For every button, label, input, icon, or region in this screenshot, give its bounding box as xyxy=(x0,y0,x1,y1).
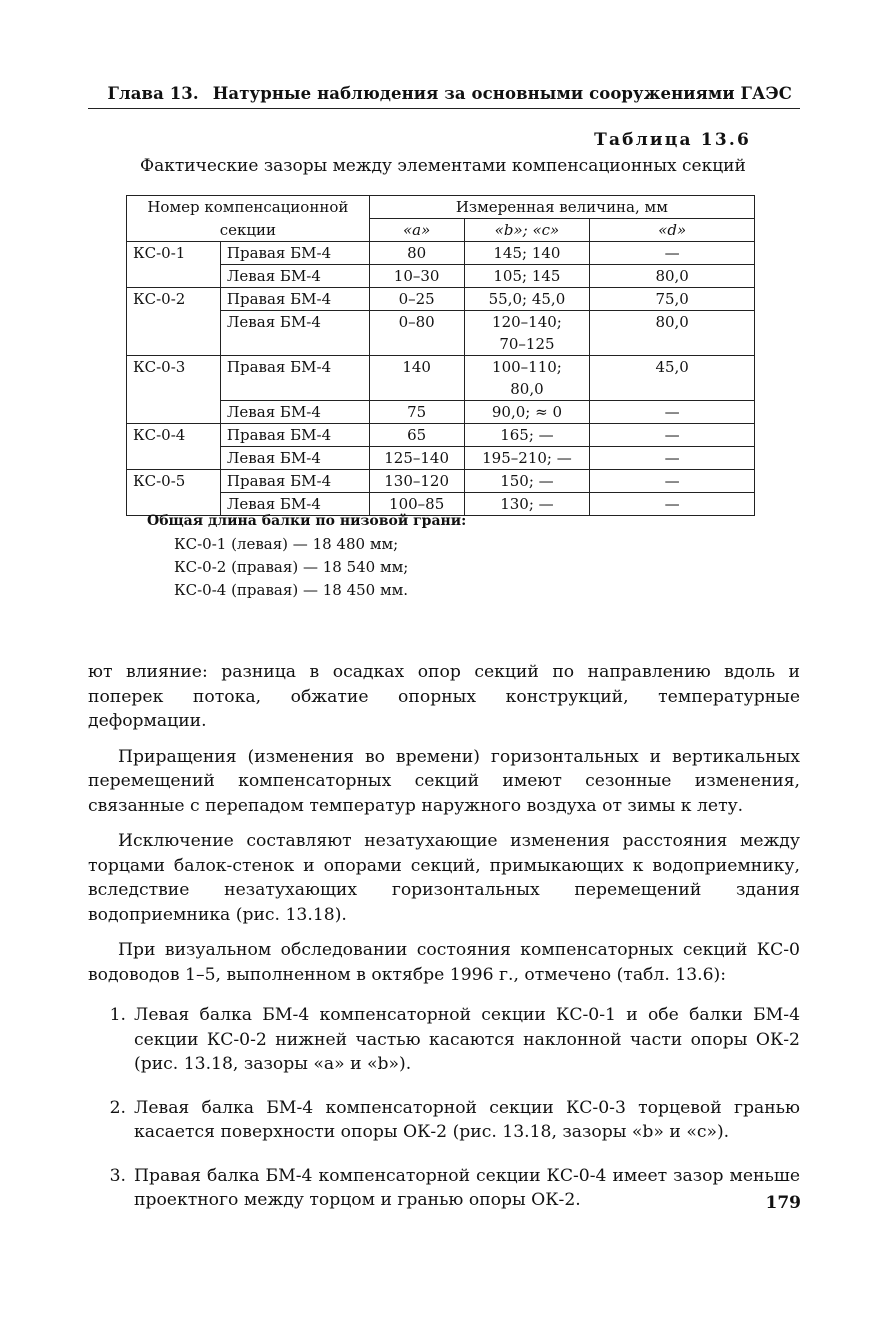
value-bc xyxy=(464,356,590,401)
value-bc xyxy=(464,311,590,356)
beam-cell: Левая БМ-4 xyxy=(220,265,369,288)
value-bc: 55,0; 45,0 xyxy=(464,288,590,311)
numbered-list xyxy=(88,1003,800,1213)
header-measured: Измеренная величина, мм xyxy=(369,196,754,219)
value-a: 0–80 xyxy=(369,311,464,356)
chapter-title: Натурные наблюдения за основными сооружениями ГАЭС xyxy=(212,84,792,103)
section-cell: КС-0-1 xyxy=(127,242,221,265)
value-d: 80,0 xyxy=(590,265,755,288)
header-section: Номер компенсационной xyxy=(127,196,370,219)
beam-cell: Левая БМ-4 xyxy=(220,311,369,356)
beam-cell: Правая БМ-4 xyxy=(220,470,369,493)
table-header-row xyxy=(127,196,755,219)
beam-cell: Правая БМ-4 xyxy=(220,288,369,311)
section-cell: КС-0-3 xyxy=(127,356,221,401)
table-label: Таблица 13.6 xyxy=(594,130,751,150)
value-a: 75 xyxy=(369,401,464,424)
value-a: 10–30 xyxy=(369,265,464,288)
beam-cell: Правая БМ-4 xyxy=(220,356,369,401)
value-d: — xyxy=(590,242,755,265)
value-d: — xyxy=(590,447,755,470)
value-a: 100–85 xyxy=(369,493,464,516)
beam-cell: Левая БМ-4 xyxy=(220,401,369,424)
chapter-number: Глава 13. xyxy=(107,84,199,103)
value-bc: 90,0; ≈ 0 xyxy=(464,401,590,424)
header-col-bc: «b»; «c» xyxy=(464,219,590,242)
value-bc: 195–210; — xyxy=(464,447,590,470)
notes-heading: Общая длина балки по низовой грани: xyxy=(147,513,467,529)
value-a: 80 xyxy=(369,242,464,265)
gaps-table xyxy=(126,195,755,516)
list-item xyxy=(88,1003,800,1077)
table-notes xyxy=(147,510,466,602)
table-row xyxy=(127,356,755,401)
running-header xyxy=(88,84,800,109)
value-bc: 105; 145 xyxy=(464,265,590,288)
value-d: — xyxy=(590,424,755,447)
section-cell xyxy=(127,265,221,288)
value-bc: 150; — xyxy=(464,470,590,493)
table-row xyxy=(127,424,755,447)
paragraph: Приращения (изменения во времени) горизонтальных и вертикальных перемещений компенсаторных секций имеют сезонные изменения, связанные с перепадом температур наружного воздуха от зимы к лету. xyxy=(88,746,800,816)
value-d: — xyxy=(590,401,755,424)
list-number: 2. xyxy=(109,1097,126,1118)
value-d: 75,0 xyxy=(590,288,755,311)
note-item: КС-0-4 (правая) — 18 450 мм. xyxy=(174,581,409,599)
value-a: 130–120 xyxy=(369,470,464,493)
list-text: Левая балка БМ-4 компенсаторной секции КС-0-3 торцевой гранью касается поверхности опоры ОК-2 (рис. 13.18, зазоры «b» и «c»). xyxy=(134,1097,800,1142)
table-row xyxy=(127,242,755,265)
table-row xyxy=(127,311,755,356)
table-row xyxy=(127,401,755,424)
paragraph: ют влияние: разница в осадках опор секций по направлению вдоль и поперек потока, обжатие опорных конструкций, температурные деформации. xyxy=(88,662,800,731)
table-row xyxy=(127,470,755,493)
value-d: — xyxy=(590,470,755,493)
table-row xyxy=(127,447,755,470)
list-item xyxy=(88,1164,800,1213)
page-number: 179 xyxy=(765,1193,801,1213)
table-header-row xyxy=(127,219,755,242)
value-d: 45,0 xyxy=(590,356,755,401)
value-a: 65 xyxy=(369,424,464,447)
value-bc-line1: 100–110; xyxy=(492,358,562,376)
table-caption: Фактические зазоры между элементами компенсационных секций xyxy=(140,156,746,176)
value-a: 140 xyxy=(369,356,464,401)
list-text: Левая балка БМ-4 компенсаторной секции КС-0-1 и обе балки БМ-4 секции КС-0-2 нижней частью касаются наклонной части опоры ОК-2 (рис. 13.18, зазоры «a» и «b»). xyxy=(134,1005,800,1074)
value-a: 0–25 xyxy=(369,288,464,311)
paragraph: Исключение составляют незатухающие изменения расстояния между торцами балок-стенок и опорами секций, примыкающих к водоприемнику, вследствие незатухающих горизонтальных перемещений здания водоприемника (рис. 13.18). xyxy=(88,831,800,925)
section-cell xyxy=(127,311,221,356)
section-cell xyxy=(127,401,221,424)
beam-cell: Правая БМ-4 xyxy=(220,424,369,447)
value-d: — xyxy=(590,493,755,516)
note-item: КС-0-2 (правая) — 18 540 мм; xyxy=(174,558,409,576)
header-col-a: «a» xyxy=(369,219,464,242)
value-d: 80,0 xyxy=(590,311,755,356)
list-number: 3. xyxy=(109,1165,126,1186)
beam-cell: Правая БМ-4 xyxy=(220,242,369,265)
value-bc: 165; — xyxy=(464,424,590,447)
section-cell xyxy=(127,447,221,470)
value-bc-line1: 120–140; xyxy=(492,313,562,331)
table-row xyxy=(127,265,755,288)
list-item xyxy=(88,1096,800,1145)
value-bc: 145; 140 xyxy=(464,242,590,265)
paragraph: При визуальном обследовании состояния компенсаторных секций КС-0 водоводов 1–5, выполненном в октябре 1996 г., отмечено (табл. 13.6): xyxy=(88,940,800,985)
beam-cell: Левая БМ-4 xyxy=(220,493,369,516)
value-bc: 130; — xyxy=(464,493,590,516)
section-cell: КС-0-5 xyxy=(127,470,221,493)
list-number: 1. xyxy=(109,1005,126,1025)
table-row xyxy=(127,288,755,311)
note-item: КС-0-1 (левая) — 18 480 мм; xyxy=(174,535,399,553)
body-text xyxy=(88,660,800,1232)
value-a: 125–140 xyxy=(369,447,464,470)
beam-cell: Левая БМ-4 xyxy=(220,447,369,470)
section-cell: КС-0-2 xyxy=(127,288,221,311)
list-text: Правая балка БМ-4 компенсаторной секции КС-0-4 имеет зазор меньше проектного между торцом и гранью опоры ОК-2. xyxy=(134,1165,800,1210)
value-bc-line2: 80,0 xyxy=(510,380,544,398)
section-cell: КС-0-4 xyxy=(127,424,221,447)
header-section-2: секции xyxy=(127,219,370,242)
value-bc-line2: 70–125 xyxy=(499,335,555,353)
header-text xyxy=(108,84,793,103)
header-col-d: «d» xyxy=(590,219,755,242)
